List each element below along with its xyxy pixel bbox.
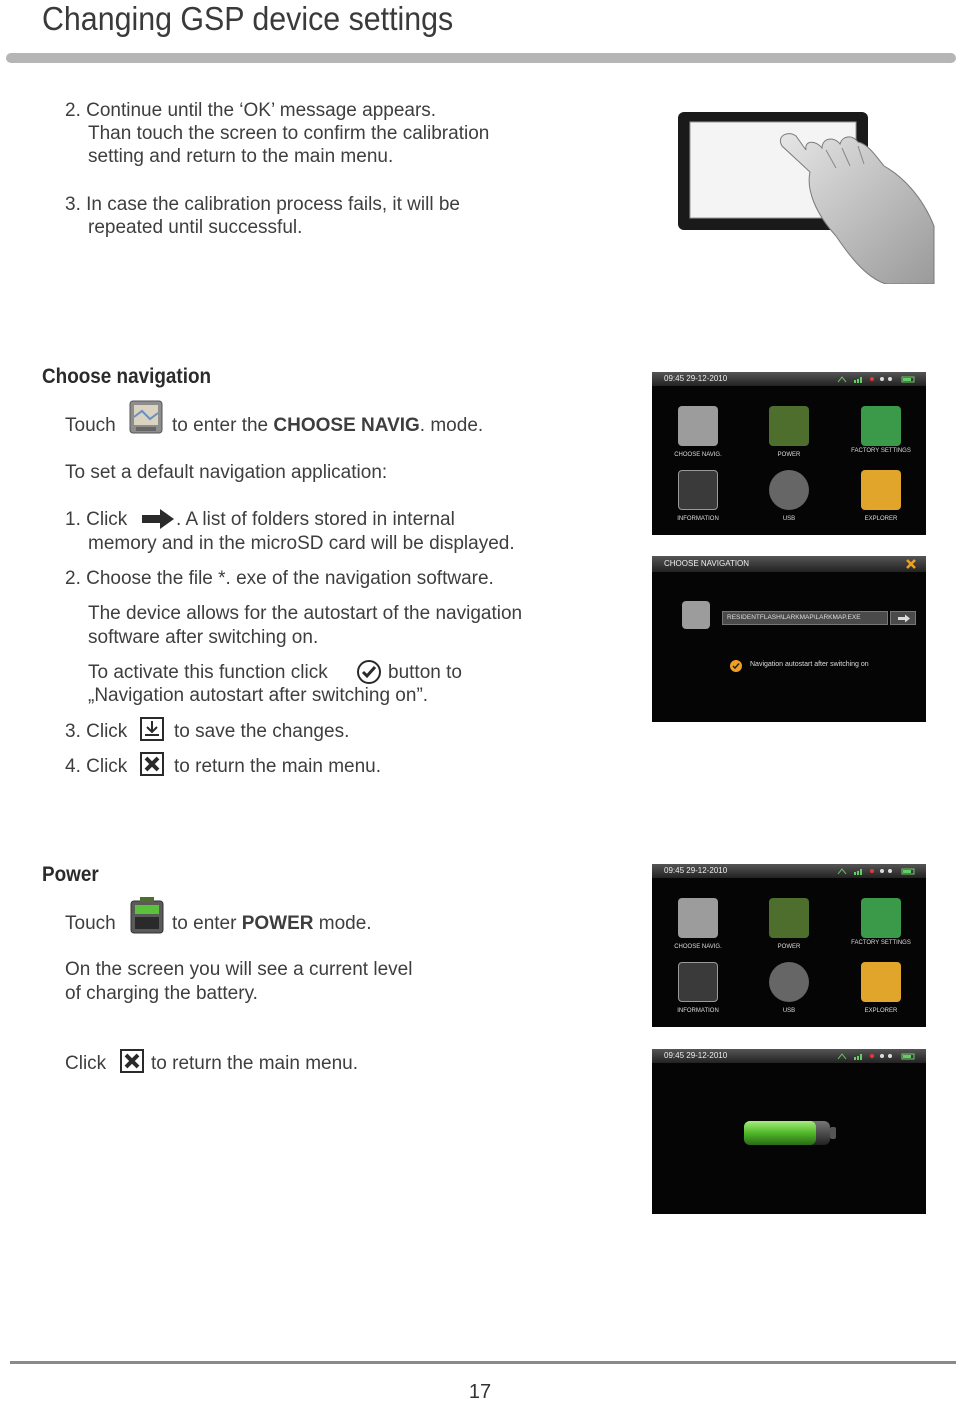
nav-path-field[interactable] xyxy=(722,611,888,625)
menu-label-choose-navig: CHOOSE NAVIG. xyxy=(674,944,722,950)
status-bar xyxy=(652,864,926,878)
title-divider xyxy=(6,53,956,63)
battery-level-icon xyxy=(742,1117,838,1149)
menu-tile-power[interactable] xyxy=(769,898,809,938)
menu-tile-explorer[interactable] xyxy=(861,962,901,1002)
page-title: Changing GSP device settings xyxy=(42,0,454,37)
choose-nav-step3-pre: 3. Click xyxy=(65,721,128,742)
choose-nav-step4-pre: 4. Click xyxy=(65,756,128,777)
menu-tile-factory-settings[interactable] xyxy=(861,406,901,446)
calibration-step2-line3: setting and return to the main menu. xyxy=(88,146,394,167)
nav-autostart-checkbox[interactable] xyxy=(729,659,743,673)
choose-nav-step3-post: to save the changes. xyxy=(174,721,350,742)
choose-nav-autostart-line2: software after switching on. xyxy=(88,627,319,648)
menu-tile-usb[interactable] xyxy=(769,962,809,1002)
status-bar xyxy=(652,1049,926,1063)
menu-tile-information[interactable] xyxy=(678,470,718,510)
menu-tile-power[interactable] xyxy=(769,406,809,446)
battery-level-screen xyxy=(652,1049,926,1214)
status-icons xyxy=(836,375,916,383)
nav-screen-titlebar xyxy=(652,556,926,572)
battery-power-icon[interactable] xyxy=(128,895,166,937)
calibration-step2-line2: Than touch the screen to confirm the calibration xyxy=(88,123,490,144)
menu-tile-choose-navig[interactable] xyxy=(678,898,718,938)
calibration-step2-line1: 2. Continue until the ‘OK’ message appears. xyxy=(65,100,437,121)
power-touch-label: Touch xyxy=(65,913,116,934)
main-menu-screen xyxy=(652,372,926,535)
choose-nav-step1-pre: 1. Click xyxy=(65,509,128,530)
choose-nav-activate-pre: To activate this function click xyxy=(88,662,328,683)
power-desc-line1: On the screen you will see a current level xyxy=(65,959,413,980)
choose-nav-enter-text: to enter the CHOOSE NAVIG. mode. xyxy=(172,415,484,436)
menu-tile-choose-navig[interactable] xyxy=(678,406,718,446)
device-touch-photo xyxy=(676,106,936,284)
close-x-icon[interactable] xyxy=(139,751,165,777)
status-time: 09:45 29-12-2010 xyxy=(664,866,728,875)
power-heading: Power xyxy=(42,863,99,886)
power-desc-line2: of charging the battery. xyxy=(65,983,258,1004)
choose-nav-activate-post: button to xyxy=(388,662,462,683)
save-download-icon[interactable] xyxy=(139,716,165,742)
nav-screen-close-icon[interactable] xyxy=(906,559,916,569)
navigation-map-icon[interactable] xyxy=(128,399,164,437)
choose-navigation-screen xyxy=(652,556,926,722)
choose-navigation-heading: Choose navigation xyxy=(42,365,212,388)
power-close-x-icon[interactable] xyxy=(119,1048,145,1074)
choose-nav-touch-label: Touch xyxy=(65,415,116,436)
menu-label-power: POWER xyxy=(777,944,801,950)
nav-autostart-label: Navigation autostart after switching on xyxy=(750,661,869,668)
nav-browse-arrow-icon xyxy=(897,614,911,623)
menu-tile-information[interactable] xyxy=(678,962,718,1002)
menu-label-usb: USB xyxy=(782,516,796,522)
menu-tile-factory-settings[interactable] xyxy=(861,898,901,938)
power-click-post: to return the main menu. xyxy=(151,1053,358,1074)
choose-nav-autostart-line1: The device allows for the autostart of the navigation xyxy=(88,603,523,624)
status-time: 09:45 29-12-2010 xyxy=(664,374,728,383)
choose-nav-step1-post: . A list of folders stored in internal xyxy=(176,509,455,530)
status-bar xyxy=(652,372,926,386)
choose-nav-step4-post: to return the main menu. xyxy=(174,756,381,777)
power-enter-text: to enter POWER mode. xyxy=(172,913,372,934)
calibration-step3-line1: 3. In case the calibration process fails, it will be xyxy=(65,194,460,215)
nav-screen-map-icon xyxy=(682,601,710,629)
page-number: 17 xyxy=(468,1381,492,1403)
calibration-step3-line2: repeated until successful. xyxy=(88,217,303,238)
footer-divider xyxy=(10,1361,956,1364)
choose-nav-step1-line2: memory and in the microSD card will be displayed. xyxy=(88,533,515,554)
menu-label-power: POWER xyxy=(777,452,801,458)
choose-nav-activate-line2: „Navigation autostart after switching on”. xyxy=(88,685,429,706)
status-icons xyxy=(836,1052,916,1060)
menu-label-usb: USB xyxy=(782,1008,796,1014)
checkmark-circle-icon[interactable] xyxy=(356,659,382,685)
arrow-right-icon[interactable] xyxy=(140,508,176,530)
choose-nav-intro: To set a default navigation application: xyxy=(65,462,388,483)
main-menu-screen-power xyxy=(652,864,926,1027)
status-time: 09:45 29-12-2010 xyxy=(664,1051,728,1060)
menu-tile-usb[interactable] xyxy=(769,470,809,510)
menu-label-explorer: EXPLORER xyxy=(864,1008,898,1014)
menu-label-choose-navig: CHOOSE NAVIG. xyxy=(674,452,722,458)
nav-path-value: RESIDENTFLASH\LARKMAP\LARKMAP.EXE xyxy=(727,614,861,621)
choose-nav-step2: 2. Choose the file *. exe of the navigation software. xyxy=(65,568,494,589)
menu-label-explorer: EXPLORER xyxy=(864,516,898,522)
nav-screen-title: CHOOSE NAVIGATION xyxy=(664,559,750,568)
status-icons xyxy=(836,867,916,875)
menu-label-factory-settings: FACTORY SETTINGS xyxy=(851,940,911,946)
nav-browse-button[interactable] xyxy=(890,611,916,625)
menu-label-information: INFORMATION xyxy=(677,1008,719,1014)
menu-label-factory-settings: FACTORY SETTINGS xyxy=(851,448,911,454)
menu-label-information: INFORMATION xyxy=(677,516,719,522)
power-click-pre: Click xyxy=(65,1053,107,1074)
menu-tile-explorer[interactable] xyxy=(861,470,901,510)
